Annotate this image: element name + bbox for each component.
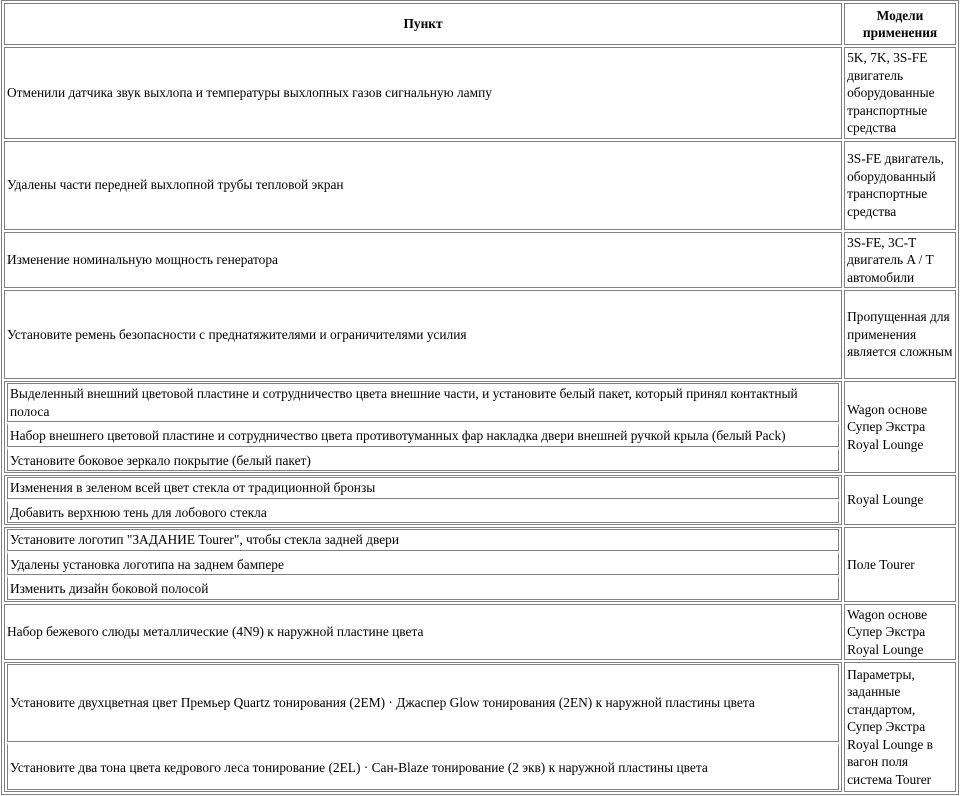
row-item: Изменение номинальную мощность генератора [4, 232, 842, 289]
group-row [4, 527, 956, 602]
group-table [7, 477, 839, 523]
table-row [4, 141, 956, 230]
group-item: Изменить дизайн боковой полосой [7, 575, 839, 600]
group-models: Параметры, заданные стандартом, Супер Экстра Royal Lounge в вагон поля система Tourer [844, 662, 956, 792]
row-models: 3S-FE, 3C-T двигатель A / T автомобили [844, 232, 956, 289]
row-models: Пропущенная для применения является сложным [844, 290, 956, 379]
row-models: 5K, 7K, 3S-FE двигатель оборудованные транспортные средства [844, 47, 956, 139]
group-items [4, 662, 842, 792]
spec-table [1, 0, 959, 795]
group-row [4, 475, 956, 525]
group-item: Выделенный внешний цветовой пластине и сотрудничество цвета внешние части, и установите белый пакет, который принял контактный полоса [7, 383, 839, 422]
table-row [4, 604, 956, 661]
table-row [4, 290, 956, 379]
group-items [4, 381, 842, 473]
group-item: Установите боковое зеркало покрытие (белый пакет) [7, 447, 839, 472]
header-item: Пункт [4, 3, 842, 45]
row-item: Отменили датчика звук выхлопа и температуры выхлопных газов сигнальную лампу [4, 47, 842, 139]
group-item: Изменения в зеленом всей цвет стекла от традиционной бронзы [7, 477, 839, 499]
header-row [4, 3, 956, 45]
group-table [7, 664, 839, 790]
group-items [4, 527, 842, 602]
group-item: Набор внешнего цветовой пластине и сотрудничество цвета противотуманных фар накладка двери внешней ручкой крыла (белый Pack) [7, 422, 839, 447]
group-item: Добавить верхнюю тень для лобового стекла [7, 499, 839, 524]
header-models: Модели применения [844, 3, 956, 45]
row-models: Wagon основе Супер Экстра Royal Lounge [844, 604, 956, 661]
group-item: Установите два тона цвета кедрового леса тонирование (2EL) · Сан-Blaze тонирование (2 экв) к наружной пластины цвета [7, 742, 839, 790]
table-row [4, 232, 956, 289]
group-item: Установите двухцветная цвет Премьер Quartz тонирования (2EM) · Джаспер Glow тонирования (2EN) к наружной пластины цвета [7, 664, 839, 742]
table-row [4, 47, 956, 139]
group-models: Поле Tourer [844, 527, 956, 602]
row-item: Удалены части передней выхлопной трубы тепловой экран [4, 141, 842, 230]
group-row [4, 381, 956, 473]
group-table [7, 383, 839, 471]
group-item: Удалены установка логотипа на заднем бампере [7, 551, 839, 576]
group-table [7, 529, 839, 600]
group-models: Wagon основе Супер Экстра Royal Lounge [844, 381, 956, 473]
row-item: Установите ремень безопасности с преднатяжителями и ограничителями усилия [4, 290, 842, 379]
group-models: Royal Lounge [844, 475, 956, 525]
group-row [4, 662, 956, 792]
row-models: 3S-FE двигатель, оборудованный транспортные средства [844, 141, 956, 230]
group-item: Установите логотип "ЗАДАНИЕ Tourer", чтобы стекла задней двери [7, 529, 839, 551]
group-items [4, 475, 842, 525]
row-item: Набор бежевого слюды металлические (4N9) к наружной пластине цвета [4, 604, 842, 661]
